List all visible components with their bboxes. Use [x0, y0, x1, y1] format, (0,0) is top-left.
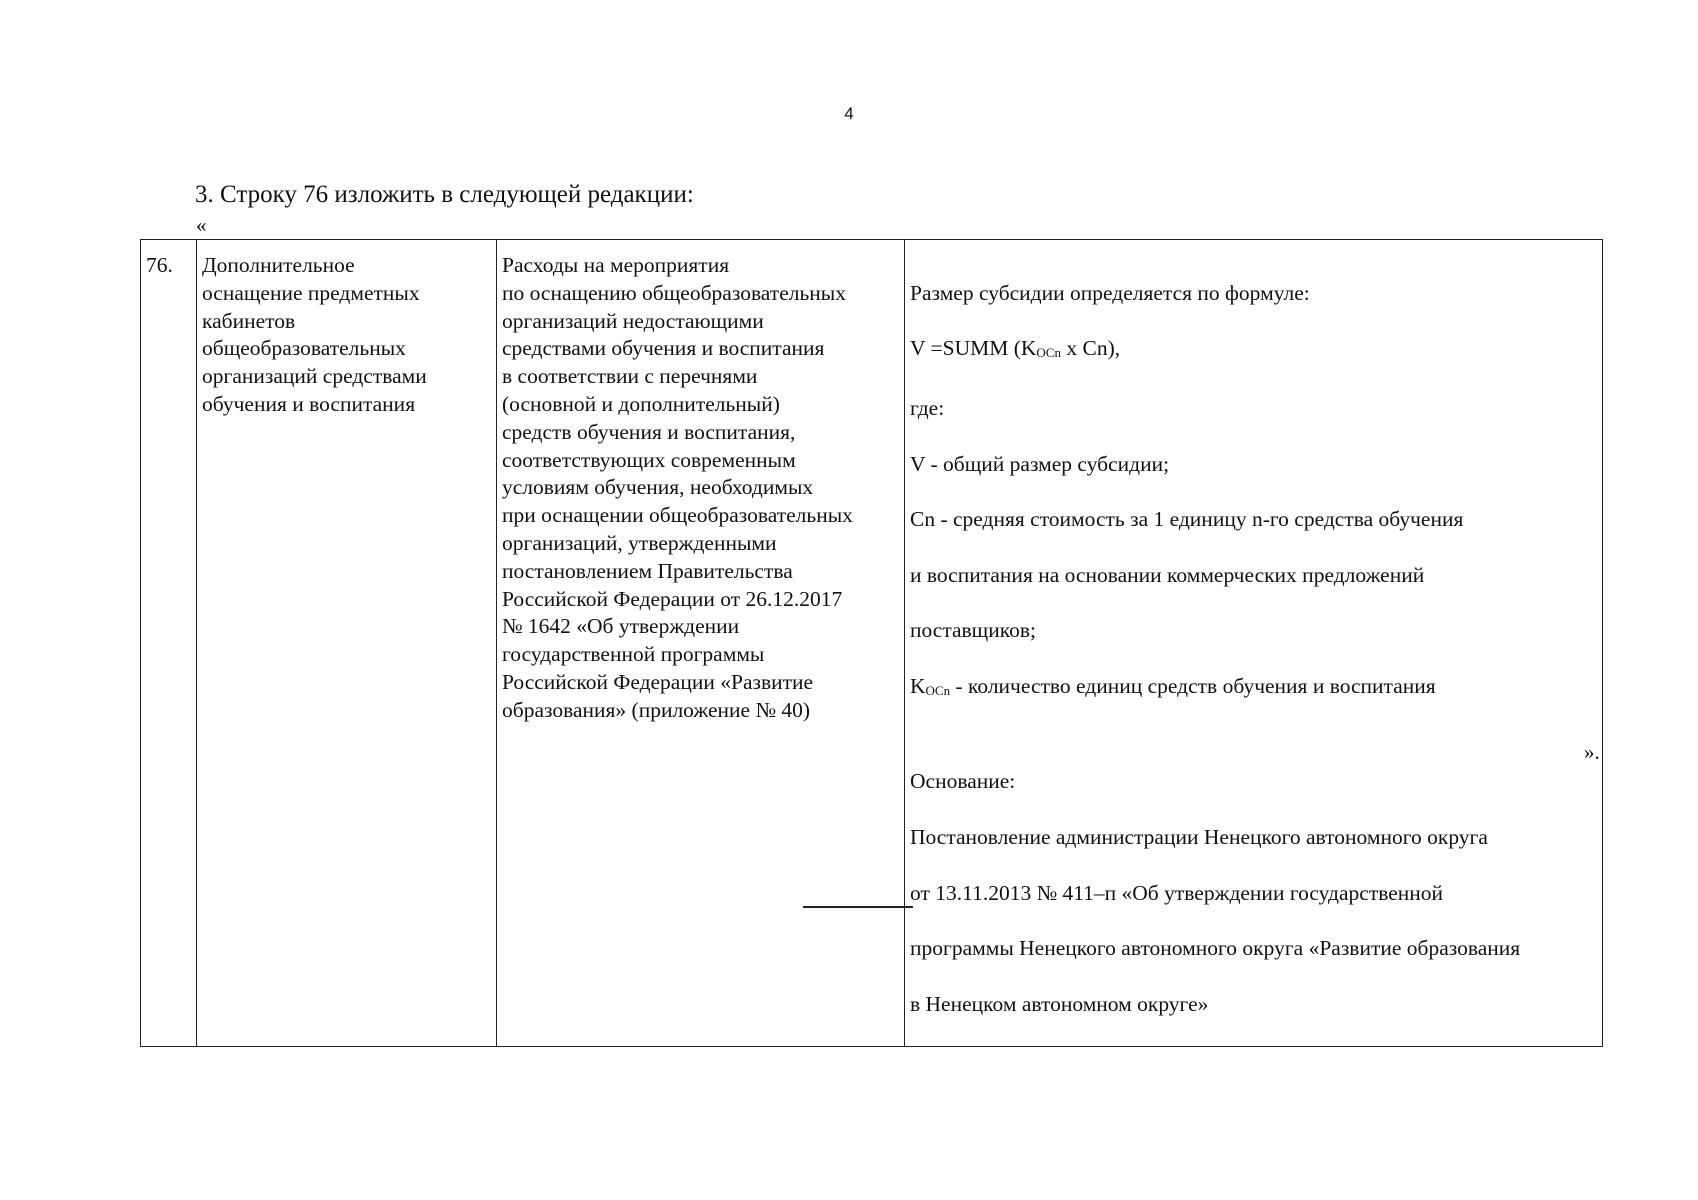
basis-line-2: от 13.11.2013 № 411–п «Об утверждении государственной — [910, 880, 1444, 905]
closing-quote: ». — [1584, 740, 1600, 764]
basis-line-4: в Ненецком автономном округе» — [910, 991, 1209, 1016]
formula-rest: x Cn), — [1060, 336, 1121, 361]
basis-line-1: Постановление администрации Ненецкого автономного округа — [910, 824, 1488, 849]
formula-v-definition: V - общий размер субсидии; — [910, 451, 1170, 476]
page-number: 4 — [844, 104, 854, 123]
row-number-cell: 76. — [141, 240, 197, 1047]
formula-k-subscript: OCn — [925, 682, 951, 698]
formula-cn-definition-3: поставщиков; — [910, 618, 1036, 643]
formula-cn-definition-1: Cn - средняя стоимость за 1 единицу n-го средства обучения — [910, 507, 1464, 532]
amendment-heading: 3. Строку 76 изложить в следующей редакции: — [195, 181, 694, 208]
formula-where: где: — [910, 395, 945, 420]
row-formula-cell — [905, 240, 1603, 1047]
end-divider — [803, 906, 913, 908]
row-name-cell: Дополнительное оснащение предметных кабинетов общеобразовательных организаций средствами обучения и воспитания — [197, 240, 497, 1047]
opening-quote: « — [196, 213, 207, 237]
formula-cn-definition-2: и воспитания на основании коммерческих предложений — [910, 562, 1425, 587]
formula-k: K — [910, 673, 926, 698]
basis-label: Основание: — [910, 769, 1016, 794]
table-row — [141, 240, 1603, 1047]
spacer — [910, 733, 1598, 741]
formula-k-definition — [910, 673, 1598, 705]
formula-v: V =SUMM (K — [910, 336, 1037, 361]
basis-line-3: программы Ненецкого автономного округа «Развитие образования — [910, 936, 1521, 961]
formula-subscript: OCn — [1036, 345, 1061, 361]
row-expense-cell: Расходы на мероприятия по оснащению общеобразовательных организаций недостающими средствами обучения и воспитания в соответствии с перечнями (основной и дополнительный) средств обучения и воспитания, соответствующих современным условиям обучения, необходимых при оснащении общеобразовательных организаций, утвержденными постановлением Правительства Российской Федерации от 26.12.2017 № 1642 «Об утверждении государственной программы Российской Федерации «Развитие образования» (приложение № 40) — [497, 240, 905, 1047]
amendment-table — [140, 239, 1603, 1047]
formula-expression — [910, 335, 1598, 367]
formula-intro: Размер субсидии определяется по формуле: — [910, 280, 1310, 305]
formula-k-rest: - количество единиц средств обучения и воспитания — [950, 673, 1436, 698]
